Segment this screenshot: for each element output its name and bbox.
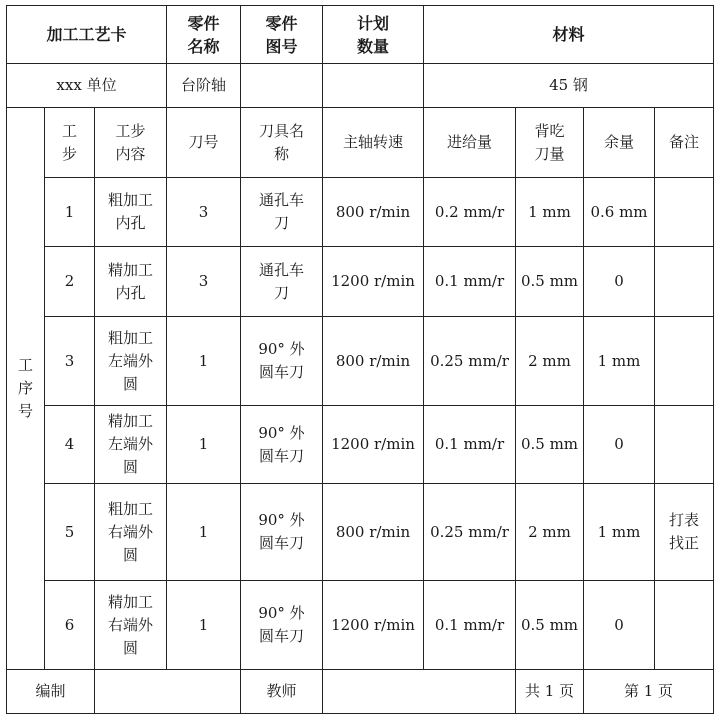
step-content-text: 精加工 右端外 圆 <box>107 592 153 657</box>
table-row <box>7 247 714 317</box>
step-content-text: 粗加工 右端外 圆 <box>107 499 153 564</box>
remark: 打表 找正 <box>655 484 714 581</box>
planned-qty-label: 计划 数量 <box>323 6 424 64</box>
cut-depth: 2 mm <box>516 317 584 406</box>
remark <box>655 581 714 670</box>
tool-number: 3 <box>167 247 241 317</box>
step-content-text: 粗加工 内孔 <box>107 191 153 232</box>
feed-rate: 0.1 mm/r <box>424 247 516 317</box>
step-content <box>95 178 167 247</box>
step-content <box>95 484 167 581</box>
step-content-text: 粗加工 左端外 圆 <box>107 328 153 393</box>
step-number: 1 <box>45 178 95 247</box>
col-spindle-speed: 主轴转速 <box>323 108 424 178</box>
tool-name <box>241 178 323 247</box>
tool-name-text: 90° 外 圆车刀 <box>258 340 305 381</box>
col-tool-name: 刀具名 称 <box>241 108 323 178</box>
table-row <box>7 317 714 406</box>
spindle-speed: 800 r/min <box>323 484 424 581</box>
tool-number: 1 <box>167 406 241 484</box>
col-depth: 背吃 刀量 <box>516 108 584 178</box>
tool-name-text: 90° 外 圆车刀 <box>258 423 305 465</box>
tool-number: 3 <box>167 178 241 247</box>
step-content <box>95 581 167 670</box>
step-number: 3 <box>45 317 95 406</box>
spindle-speed: 800 r/min <box>323 178 424 247</box>
allowance: 0 <box>584 406 655 484</box>
cut-depth: 2 mm <box>516 484 584 581</box>
allowance: 0 <box>584 581 655 670</box>
tool-name <box>241 406 323 484</box>
step-content <box>95 247 167 317</box>
table-row <box>7 178 714 247</box>
col-allowance: 余量 <box>584 108 655 178</box>
spindle-speed: 1200 r/min <box>323 247 424 317</box>
prepared-value <box>95 670 241 714</box>
table-row <box>7 484 714 581</box>
teacher-label: 教师 <box>241 670 323 714</box>
tool-name-text: 通孔车 刀 <box>258 260 304 302</box>
part-name-label: 零件 名称 <box>167 6 241 64</box>
tool-number: 1 <box>167 484 241 581</box>
tool-name-text: 90° 外 圆车刀 <box>258 511 305 552</box>
material-value: 45 钢 <box>424 64 714 108</box>
remark <box>655 406 714 484</box>
col-tool-no: 刀号 <box>167 108 241 178</box>
col-step-content: 工步 内容 <box>95 108 167 178</box>
cut-depth: 0.5 mm <box>516 406 584 484</box>
step-content-text: 精加工 左端外 圆 <box>107 412 153 476</box>
step-content <box>95 317 167 406</box>
step-number: 2 <box>45 247 95 317</box>
feed-rate: 0.1 mm/r <box>424 581 516 670</box>
cut-depth: 0.5 mm <box>516 247 584 317</box>
material-label: 材料 <box>424 6 714 64</box>
tool-name <box>241 484 323 581</box>
step-content-text: 精加工 内孔 <box>107 260 153 302</box>
teacher-value <box>323 670 516 714</box>
feed-rate: 0.25 mm/r <box>424 317 516 406</box>
column-header-row <box>7 108 714 178</box>
spindle-speed: 1200 r/min <box>323 406 424 484</box>
col-feed: 进给量 <box>424 108 516 178</box>
tool-number: 1 <box>167 317 241 406</box>
table-row <box>7 406 714 484</box>
drawing-no-label: 零件 图号 <box>241 6 323 64</box>
header-row <box>7 6 714 64</box>
card-title: 加工工艺卡 <box>7 6 167 64</box>
feed-rate: 0.25 mm/r <box>424 484 516 581</box>
footer-row <box>7 670 714 714</box>
col-remark: 备注 <box>655 108 714 178</box>
step-number: 5 <box>45 484 95 581</box>
tool-name <box>241 581 323 670</box>
step-content <box>95 406 167 484</box>
table-row <box>7 581 714 670</box>
col-step: 工 步 <box>45 108 95 178</box>
tool-name-text: 90° 外 圆车刀 <box>258 604 305 645</box>
tool-name <box>241 317 323 406</box>
planned-qty-value <box>323 64 424 108</box>
remark <box>655 247 714 317</box>
prepared-label: 编制 <box>7 670 95 714</box>
process-no-label: 工 序 号 <box>7 108 45 670</box>
unit-value: xxx 单位 <box>7 64 167 108</box>
allowance: 1 mm <box>584 317 655 406</box>
allowance: 0.6 mm <box>584 178 655 247</box>
step-number: 4 <box>45 406 95 484</box>
cut-depth: 1 mm <box>516 178 584 247</box>
allowance: 1 mm <box>584 484 655 581</box>
tool-name <box>241 247 323 317</box>
step-number: 6 <box>45 581 95 670</box>
total-pages: 共 1 页 <box>516 670 584 714</box>
remark <box>655 178 714 247</box>
tool-name-text: 通孔车 刀 <box>258 191 304 232</box>
feed-rate: 0.1 mm/r <box>424 406 516 484</box>
info-row <box>7 64 714 108</box>
part-name-value: 台阶轴 <box>167 64 241 108</box>
feed-rate: 0.2 mm/r <box>424 178 516 247</box>
tool-number: 1 <box>167 581 241 670</box>
spindle-speed: 800 r/min <box>323 317 424 406</box>
page-number: 第 1 页 <box>584 670 714 714</box>
spindle-speed: 1200 r/min <box>323 581 424 670</box>
allowance: 0 <box>584 247 655 317</box>
cut-depth: 0.5 mm <box>516 581 584 670</box>
process-card-table <box>6 5 714 714</box>
remark <box>655 317 714 406</box>
drawing-no-value <box>241 64 323 108</box>
